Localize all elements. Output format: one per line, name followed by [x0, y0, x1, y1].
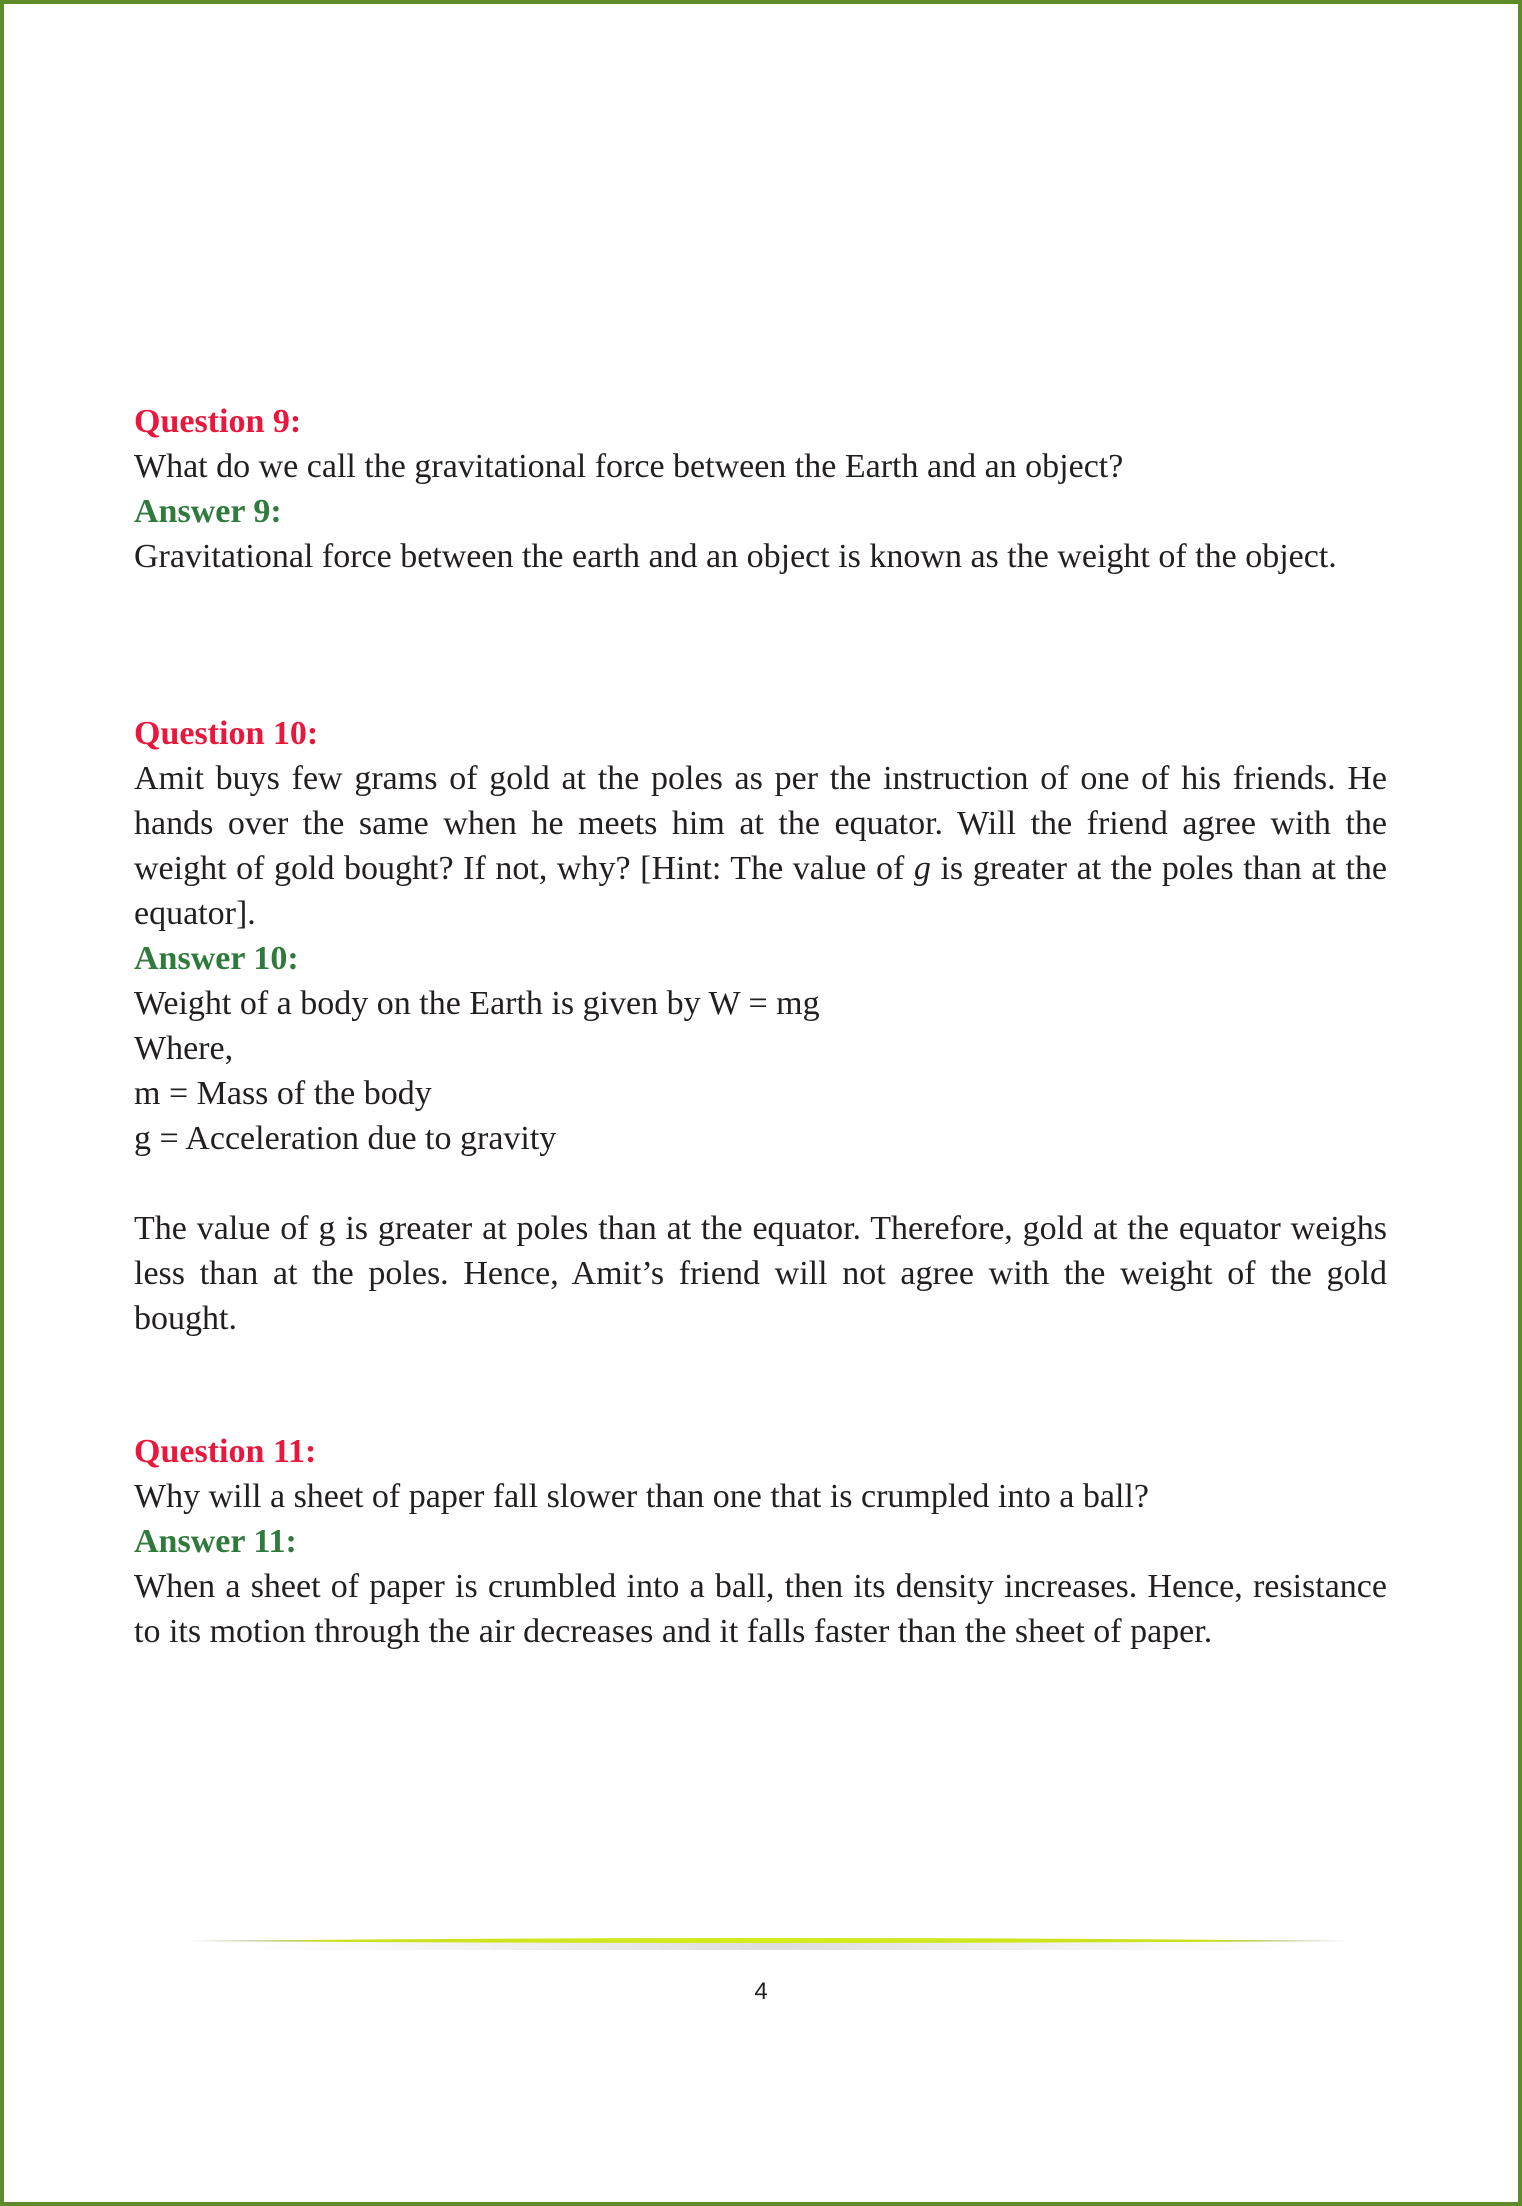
question-label: Question 10:	[134, 715, 319, 752]
answer-label: Answer 9:	[134, 493, 282, 530]
question-label: Question 11:	[134, 1433, 317, 1470]
question-label: Question 9:	[134, 403, 302, 440]
answer-line: Where,	[134, 1030, 234, 1067]
answer-label: Answer 10:	[134, 940, 299, 977]
question-text-part: Amit buys few grams of gold at the poles as per the instruction of one of his friends. He hands over the same when he meets him at the equator. Will the friend agree with the weight of gold bought? If not, why? [Hint: The value of	[134, 760, 1387, 887]
answer-line: m = Mass of the body	[134, 1075, 432, 1112]
question-text: Why will a sheet of paper fall slower than one that is crumpled into a ball?	[134, 1478, 1149, 1515]
question-text-part: is greater at the poles than at the equator].	[134, 850, 1387, 932]
question-10-section	[134, 711, 1387, 1341]
answer-label: Answer 11:	[134, 1523, 297, 1560]
answer-text: When a sheet of paper is crumbled into a ball, then its density increases. Hence, resistance to its motion through the air decreases and it falls faster than the sheet of paper.	[134, 1568, 1387, 1650]
italic-g: g	[913, 850, 931, 887]
question-text	[134, 756, 1387, 936]
question-9-section	[134, 399, 1387, 579]
footer-divider	[190, 1936, 1350, 1950]
question-text: What do we call the gravitational force between the Earth and an object?	[134, 448, 1124, 485]
question-11-section	[134, 1429, 1387, 1654]
answer-line: g = Acceleration due to gravity	[134, 1120, 557, 1157]
page-number: 4	[754, 1978, 768, 2005]
answer-line: Weight of a body on the Earth is given by W = mg	[134, 985, 820, 1022]
answer-paragraph: The value of g is greater at poles than at the equator. Therefore, gold at the equator weighs less than at the poles. Hence, Amit’s friend will not agree with the weight of the gold bought.	[134, 1210, 1387, 1337]
answer-text: Gravitational force between the earth and an object is known as the weight of the object.	[134, 538, 1337, 575]
